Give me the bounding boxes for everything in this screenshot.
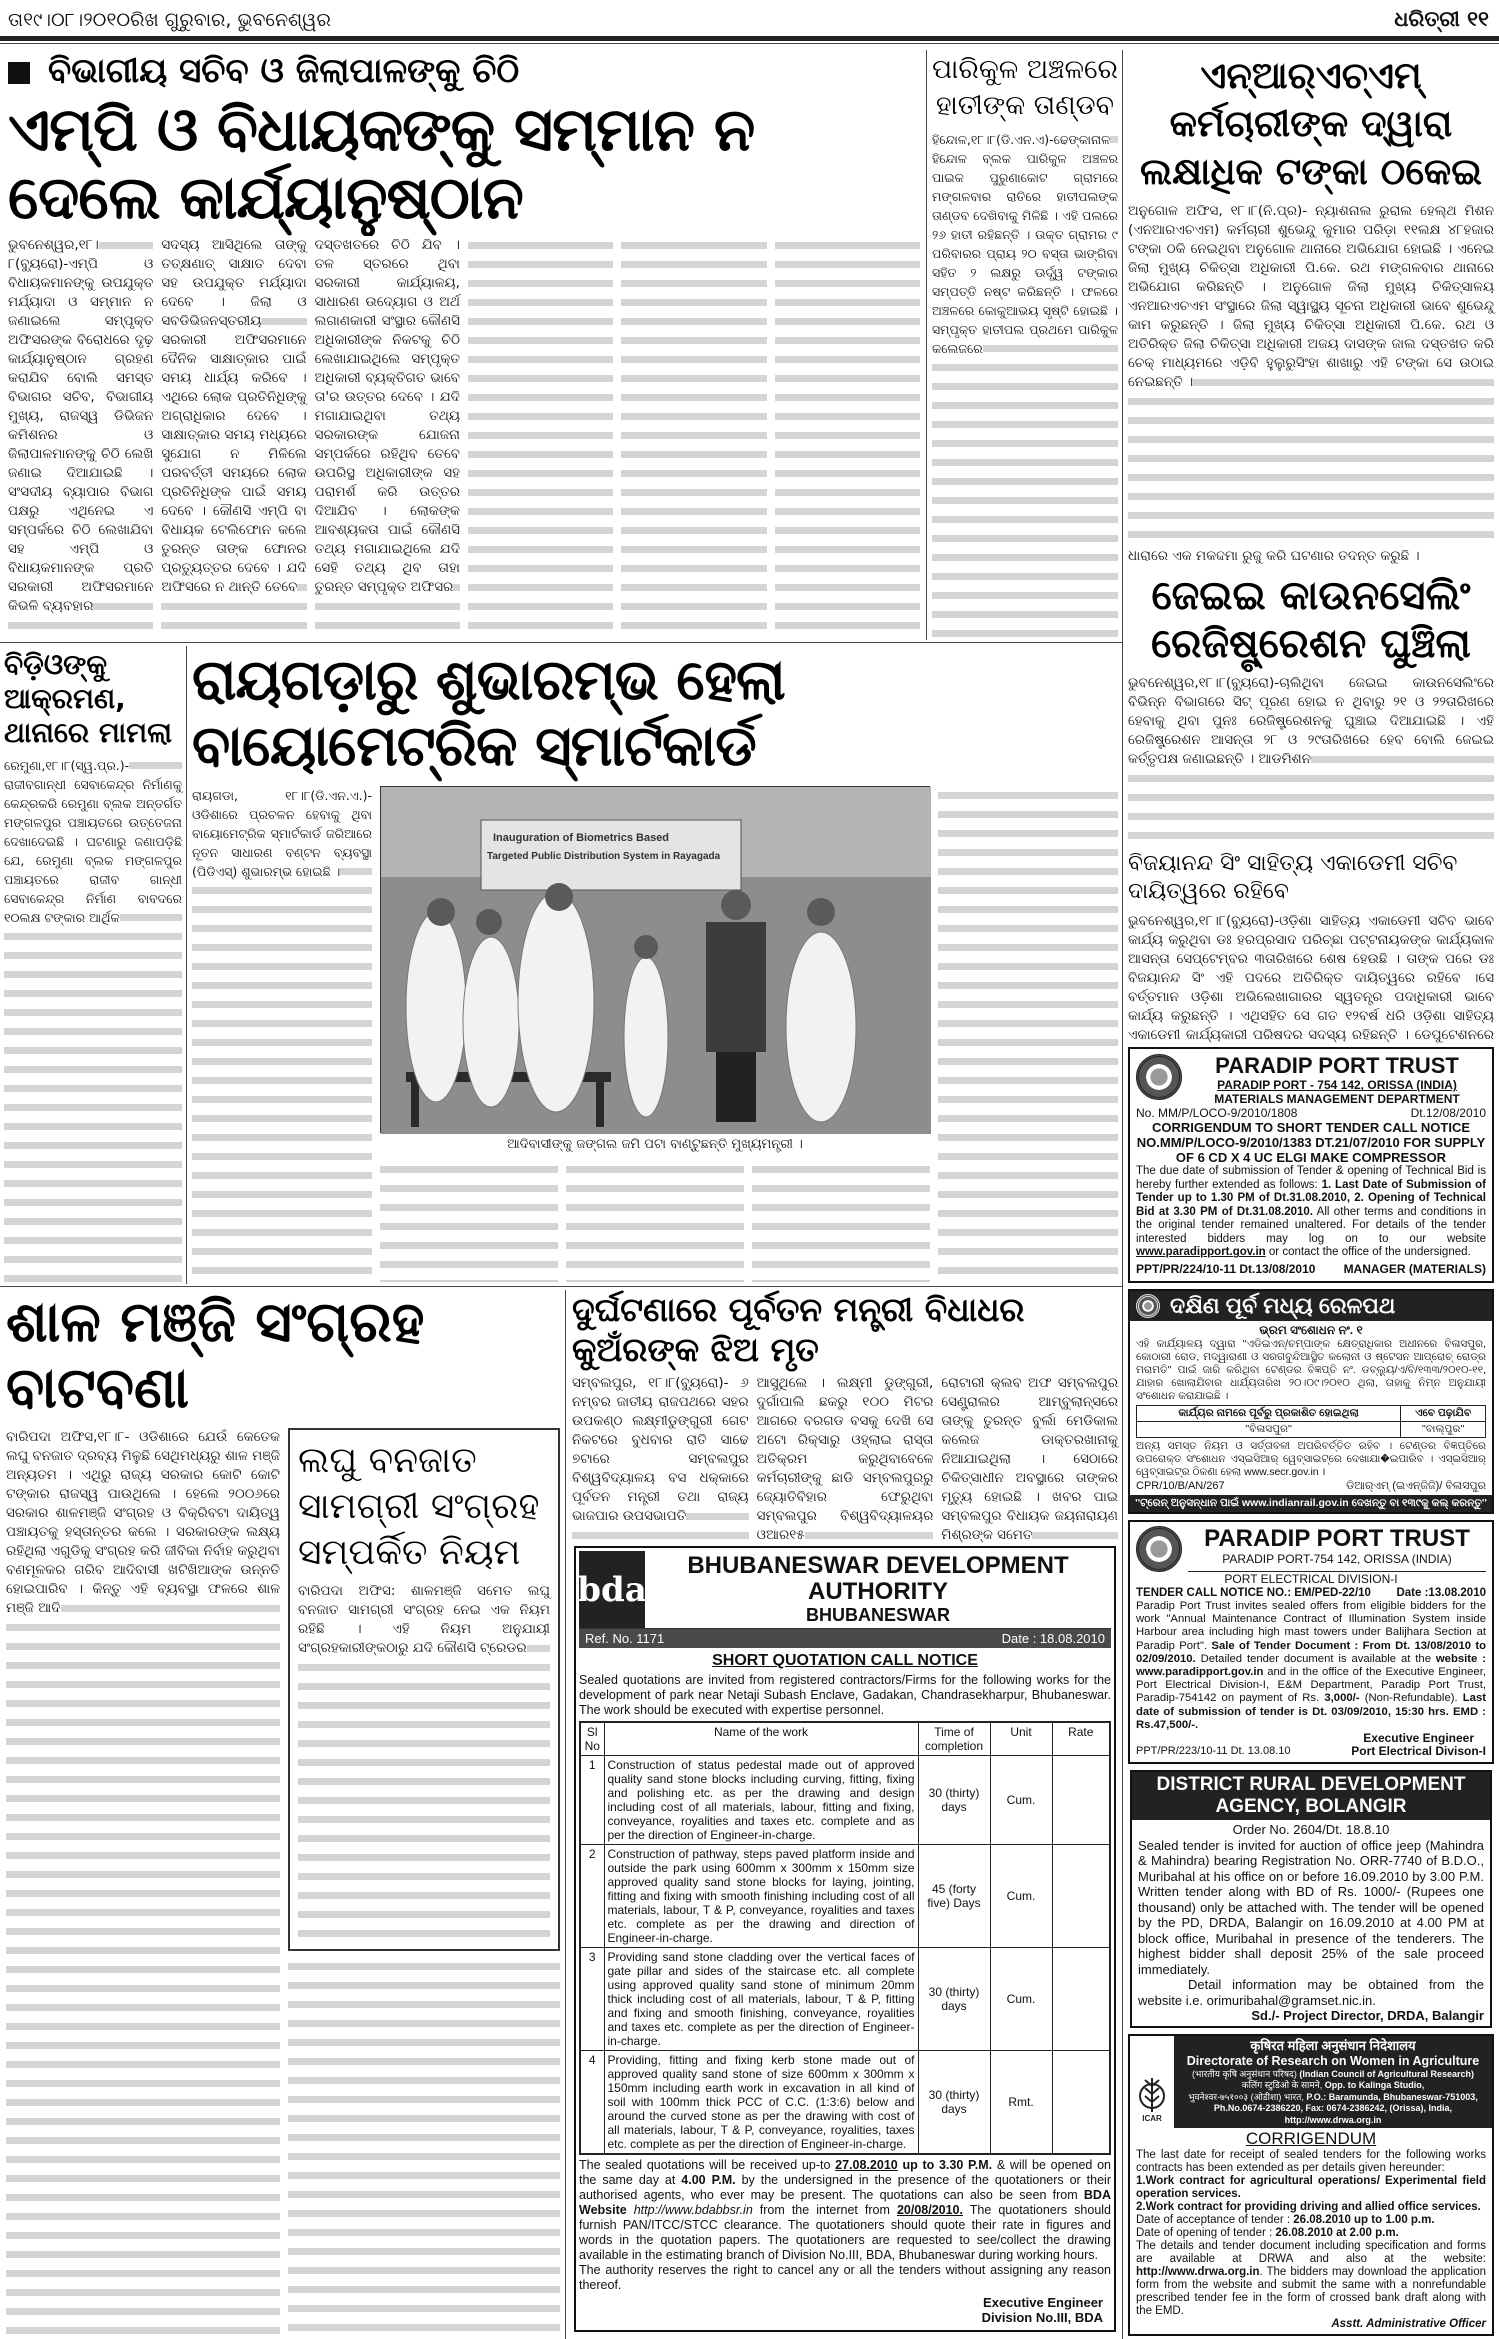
bda-header xyxy=(579,1551,1111,1629)
secr-website-link[interactable]: www.secr.gov.in । xyxy=(1244,1465,1326,1478)
kicker-text: ବିଭାଗୀୟ ସଚିବ ଓ ଜିଲାପାଳଙ୍କୁ ଚିଠି xyxy=(48,51,520,91)
rayagada-photo xyxy=(380,786,930,1133)
shal-right xyxy=(288,1428,560,2336)
accident-headline: ଦୁର୍ଘଟଣାରେ ପୂର୍ବତନ ମନ୍ତ୍ରୀ ବିଧାଧର କୁଅଁରଙ୍କ ଝିଅ ମୃତ xyxy=(572,1290,1025,1369)
drda-order: Order No. 2604/Dt. 18.8.10 xyxy=(1232,1822,1390,1837)
paradip-materials-ad xyxy=(1128,1047,1494,1283)
elephant-headline: ପାରିକୁଳ ଅଞ୍ଚଳରେ ହାତୀଙ୍କ ତାଣ୍ଡବ xyxy=(932,54,1118,121)
accident-story xyxy=(572,1290,1118,1542)
section-rule xyxy=(0,1286,1122,1287)
table-row xyxy=(580,1756,1110,1845)
ppt2-ref: PPT/PR/223/10-11 Dt. 13.08.10 xyxy=(1136,1745,1291,1757)
rayagada-story xyxy=(192,648,1118,1282)
rate-cell xyxy=(1052,1756,1110,1845)
rail-body: ଏହି କାର୍ଯ୍ୟାଳୟ ଦ୍ୱାରା ''ଏଡିଇଏନ୍/ଚମ୍ପାଙ୍କ କ୍ଷେତ୍ରାଧିକାର ଅଧୀନରେ ବିଳାସପୁର, କୋଠାରୀ ରୋଡ, ମଦ୍ୱାରାଣୀ ଓ ସରଗବୁନ୍ଦିଆସ୍ଥିତ କଲୋନୀ ଓ ଷ୍ଟେସନ ଆପ୍ରୋଚ୍ ରୋଡ୍‌ର ମରାମତି'' ପାଇଁ ଜାରି କରିଥିବା ଟେଣ୍ଡର ବିଜ୍ଞପ୍ତି ନଂ. ଡବ୍ଲ୍ୟୁ/ଏ/ବି/୧୩୩/୨୦୧୦-୧୧, ଯାହାର ଖୋଲାଯିବାର ଧାର୍ଯ୍ୟତାରିଖ ୨୦।୦୯।୨୦୧୦ ଥିଲା, ତାହାକୁ ନିମ୍ନ ଅନୁଯାୟୀ ସଂଶୋଧନ କରାଯାଇଛି । xyxy=(1136,1337,1486,1402)
rail-sign: ଡିଆର୍‌ଏମ୍ (ଇଏନ୍‌ଜିଜି)/ ବିଳାସପୁର xyxy=(1346,1479,1486,1492)
icar-contact: Ph.No.0674-2386220, Fax: 0674-2386242, (Orissa), India, http://www.drwa.org.in xyxy=(1213,2103,1453,2125)
icar-heading: CORRIGENDUM xyxy=(1245,2129,1377,2148)
table-row xyxy=(580,2051,1110,2155)
bda-notice-title: SHORT QUOTATION CALL NOTICE xyxy=(712,1652,978,1669)
ppt2-signature: Executive Engineer Port Electrical Divison-I xyxy=(1351,1731,1486,1758)
bda-works-table xyxy=(579,1721,1111,2155)
unit-cell: Rmt. xyxy=(990,2051,1052,2155)
right-column xyxy=(1128,52,1494,2336)
icar-item-1: 1.Work contract for agricultural operations/ Experimental field operation services. xyxy=(1136,2175,1486,2200)
jee-headline: ଜେଇଇ କାଉନସେଲିଂ ରେଜିଷ୍ଟ୍ରେଶନ ଘୁଞ୍ଚିଲା xyxy=(1151,573,1471,668)
rayagada-headline: ରାୟଗଡ଼ାରୁ ଶୁଭାରମ୍ଭ ହେଲା ବାୟୋମେଟ୍ରିକ ସ୍ମାର୍ଟକାର୍ଡ xyxy=(192,648,785,779)
bda-advertisement xyxy=(574,1546,1116,2332)
bda-signature: Executive Engineer Division No.III, BDA xyxy=(981,2295,1103,2325)
rail-title: ଦକ୍ଷିଣ ପୂର୍ବ ମଧ୍ୟ ରେଳପଥ xyxy=(1170,1292,1396,1318)
sl-cell: 3 xyxy=(580,1948,604,2051)
drda-body: Sealed tender is invited for auction of office jeep (Mahindra & Mahindra) bearing Registration No. ORR-7740 of B.D.O., Muribahal at his office on or before 16.09.2010 by 3.00 P.M. Written tender along with BD of Rs. 1000/- (Rupees one thousand) only be attached with. The tender will be opened by the PD, DRDA, Balangir on 16.09.2010 at 4.00 PM at block office, Muribahal in presence of the tenderers. The highest bidder shall deposit 25% of the sale proceed immediately. xyxy=(1138,1837,1484,1977)
time-cell: 45 (forty five) Days xyxy=(918,1845,990,1948)
icar-intro: The last date for receipt of sealed tenders for the following works contracts has been extended as per details given hereunder: xyxy=(1136,2149,1486,2174)
column-rule xyxy=(565,1290,566,2339)
elephant-story xyxy=(932,52,1118,638)
rail-after: ଅନ୍ୟ ସମସ୍ତ ନିୟମ ଓ ସର୍ତ୍ତାବଳୀ ଅପରିବର୍ତ୍ତିତ ରହିବ । ଟେଣ୍ଡର ବିଜ୍ଞପ୍ତିରେ ଉପରୋକ୍ତ ସଂଶୋଧନ ଏସ୍‌ଇସିଆର୍ ୱେବ୍‌ସାଇଟ୍‌ରେ ଦେଖାଯା�ଇପାରିବ । ଏସ୍‌ଇସିଆର୍ ୱେବ୍‌ସାଇଟ୍‌ର ଠିକଣା ହେଲା www.secr.gov.in । xyxy=(1136,1439,1486,1478)
sl-cell: 4 xyxy=(580,2051,604,2155)
rayagada-below-col-2 xyxy=(566,1160,744,1282)
ppt1-website-link[interactable]: www.paradipport.gov.in xyxy=(1136,1246,1266,1259)
drda-title: DISTRICT RURAL DEVELOPMENT AGENCY, BOLANGIR xyxy=(1132,1772,1490,1820)
col-work: Name of the work xyxy=(604,1722,918,1756)
sl-cell: 2 xyxy=(580,1845,604,1948)
rail-footer: ''ଟ୍ରେନ୍ ଅନୁସନ୍ଧାନ ପାଇଁ www.indianrail.gov.in ଦେଖନ୍ତୁ ବା ୧୩୯କୁ କଲ୍ କରନ୍ତୁ'' xyxy=(1130,1495,1492,1512)
time-cell: 30 (thirty) days xyxy=(918,1756,990,1845)
rail-new-value: ''ବାଲ୍‌ପୁର'' xyxy=(1401,1421,1486,1437)
lead-headline: ଏମ୍‌ପି ଓ ବିଧାୟକଙ୍କୁ ସମ୍ମାନ ନ ଦେଲେ କାର୍ଯ୍ୟାନୁଷ୍ଠାନ xyxy=(8,95,755,233)
academy-body: ଭୁବନେଶ୍ୱର,୧୮।୮(ବ୍ୟୁରୋ)-ଓଡ଼ିଶା ସାହିତ୍ୟ ଏକାଡେମୀ ସଚିବ ଭାବେ କାର୍ଯ୍ୟ କରୁଥିବା ଡଃ ହରପ୍ରସାଦ ପରିଚ୍ଛା ପଟ୍ଟନାୟକଙ୍କ କାର୍ଯ୍ୟକାଳ ଆସନ୍ତା ସେପ୍ଟେମ୍ବର ୩ତାରିଖରେ ଶେଷ ହେଉଛି । ତାଙ୍କ ପରେ ଡଃ ବିଜୟାନନ୍ଦ ସିଂ ଏହି ପଦରେ ଅତିରିକ୍ତ ଦାୟିତ୍ୱରେ ରହିବେ ।ସେ ବର୍ତ୍ତମାନ ଓଡ଼ିଶା ଅଭିଲେଖାଗାରର ସ୍ୱତନ୍ତ୍ର ପଦାଧିକାରୀ ଭାବେ କାର୍ଯ୍ୟ କରୁଛନ୍ତି । ଏଥିସହିତ ସେ ଗତ ୧୨ବର୍ଷ ଧରି ଓଡ଼ିଶା ସାହିତ୍ୟ ଏକାଡେମୀ କାର୍ଯ୍ୟକାରୀ ପରିଷଦର ସଦସ୍ୟ ରହିଛନ୍ତି । ଡେପୁଟେଶନରେ xyxy=(1128,912,1494,1042)
icar-city: भुवनेश्वर-७५१००३ (ओडीशा) भारत, P.O.: Baramunda, Bhubaneswar-751003, xyxy=(1188,2091,1478,2102)
lead-kicker xyxy=(8,50,920,92)
ppt1-date: Dt.12/08/2010 xyxy=(1410,1106,1486,1121)
academy-headline: ବିଜୟାନନ୍ଦ ସିଂ ସାହିତ୍ୟ ଏକାଡେମୀ ସଚିବ ଦାୟିତ୍ୱରେ ରହିବେ xyxy=(1128,850,1458,904)
icar-details: The details and tender document including specification and forms are available at DRWA and also at the website: http://www.drwa.org.in. The bidders may download the application form from the website and submit the same with a nonrefundable prescribed tender fee in the form of crossed bank draft along with the EMD. xyxy=(1136,2240,1486,2317)
lead-col-3: ଦସ୍ତଖତରେ ଚିଠି ଯିବ । ତଳ ସ୍ତରରେ ଥିବା ସରକାରୀ କାର୍ଯ୍ୟାଳୟ, ସାଧାରଣ ଉଦ୍ୟୋଗ ଓ ଅର୍ଥ ଲଗାଣକାରୀ ସଂସ୍ଥାର କୌଣସି ଅଧିକାରୀଙ୍କ ନିକଟକୁ ଚିଠି ଲେଖାଯାଇଥିଲେ ସମ୍ପୃକ୍ତ ଅଧିକାରୀ ବ୍ୟକ୍ତିଗତ ଭାବେ ତା'ର ଉତ୍ତର ଦେବେ । ଯଦି ମଗାଯାଇଥିବା ତଥ୍ୟ ସରକାରଙ୍କ ଯୋଜନା ସମ୍ପର୍କରେ ରହିଥିବ ତେବେ ଉପରିସ୍ଥ ଅଧିକାରୀଙ୍କ ସହ ପରାମର୍ଶ କରି ଉତ୍ତର ଦିଆଯିବ । ଲୋକଙ୍କ ଆବଶ୍ୟକତା ପାଇଁ କୌଣସି ତଥ୍ୟ ମଗାଯାଇଥିଲେ ଯଦି ସେହି ତଥ୍ୟ ଥିବ ତାହା ତୁରନ୍ତ ସମ୍ପୃକ୍ତ ଅଫିସର xyxy=(315,236,460,638)
drwa-website-link[interactable]: http://www.drwa.org.in xyxy=(1136,2266,1260,2278)
unit-cell: Cum. xyxy=(990,1756,1052,1845)
work-cell: Providing, fitting and fixing kerb stone made out of approved quality sand stone of size 600mm x 300mm x 150mm including earth work in excavation in all kind of soil with 100mm thick PCC of C.C. (1:3:6) below and around the curved stone as per the drawing with cost of all materials, labour, T & P, conveyance, royalities, taxes etc. complete as per the direction of Engineer-in-charge. xyxy=(604,2051,918,2155)
rules-box-body: ବାରିପଦା ଅଫିସ: ଶାଳମଞ୍ଜି ସମେତ ଲଘୁ ବନଜାତ ସାମଗ୍ରୀ ସଂଗ୍ରହ ନେଇ ଏକ ନିୟମ ରହିଛି । ଏହି ନିୟମ ଅନୁଯାୟୀ ସଂଗ୍ରହକାରୀଙ୍କଠାରୁ ଯଦି କୌଣସି ଟ୍ରେଡର xyxy=(298,1582,550,1941)
ppt1-sign: MANAGER (MATERIALS) xyxy=(1343,1261,1486,1276)
ppt1-ref: PPT/PR/224/10-11 Dt.13/08/2010 xyxy=(1136,1261,1316,1276)
icar-header xyxy=(1130,2036,1492,2129)
sl-cell: 1 xyxy=(580,1756,604,1845)
bda-footer: The sealed quotations will be received up-to 27.08.2010 up to 3.30 P.M. & will be opened on the same day at 4.00 P.M. by the undersigned in the presence of the quotationers or their authorised agents, who ever may be present. The quotations can also be seen from BDA Website http://www.bdabbsr.in from the internet from 20/08/2010. The quotationers should furnish PAN/ITCC/STCC clearance. The quotationers should quote their rate in figures and words in the quotation papers. The quotationers are requested to see/collect the drawing available in the estimating branch of Division No.III, BDA, Bhubaneswar during working hours. xyxy=(579,2158,1112,2262)
nrhm-headline: ଏନ୍‌ଆର୍‌ଏଚ୍‌ଏମ୍ କର୍ମଚାରୀଙ୍କ ଦ୍ୱାରା ଲକ୍ଷାଧିକ ଟଙ୍କା ଠକେଇ xyxy=(1139,54,1483,193)
ppt2-division: PORT ELECTRICAL DIVISION-I xyxy=(1224,1571,1398,1586)
nrhm-body: ଅନୁଗୋଳ ଅଫିସ, ୧୮।୮(ନି.ପ୍ର)- ନ୍ୟାଶନାଲ ରୁରାଲ ହେଲ୍‌ଥ ମିଶନ (ଏନଆରଏଚଏମ) କର୍ମଚାରୀ ଶୁଭେନ୍ଦୁ କୁମାର ପରିଡ଼ା ୧୧ଲକ୍ଷ ୪୮ହଜାର ଟଙ୍କା ଠକି ନେଇଥିବା ଅନୁଗୋଳ ଥାନାରେ ଅଭିଯୋଗ ହୋଇଛି । ଏନେଇ ଜିଲା ମୁଖ୍ୟ ଚିକିତ୍ସା ଅଧିକାରୀ ପି.କେ. ରଥ ମଙ୍ଗଳବାର ଥାନାରେ ଅଭିଯୋଗ କରିଛନ୍ତି । ଅନୁଗୋଳ ଜିଲା ମୁଖ୍ୟ ଚିକିତ୍ସାଳୟ ଏନଆରଏଚଏମ ସଂସ୍ଥାରେ ଜିଲା ସ୍ୱାସ୍ଥ୍ୟ ସୂଚନା ଅଧିକାରୀ ଭାବେ ଶୁଭେନ୍ଦୁ କାମ କରୁଛନ୍ତି । ଜିଲା ମୁଖ୍ୟ ଚିକିତ୍ସା ଅଧିକାରୀ ପି.କେ. ରଥ ଓ ଅତିରିକ୍ତ ଜିଲା ଚିକିତ୍ସା ଅଧିକାରୀ ଅଜୟ ଦାସଙ୍କ ଜାଲ ଦସ୍ତଖତ କରି ଚେକ୍ ମାଧ୍ୟମରେ ଏଡ଼ିବି ହୁଲୁରୁସିଂହା ଶାଖାରୁ ଏହି ଟଙ୍କା ସେ ଉଠାଇ ନେଇଛନ୍ତି । xyxy=(1128,202,1494,541)
lead-col-2: ସଦସ୍ୟ ଆସିଥିଲେ ତାଙ୍କୁ ତତ୍‌କ୍ଷଣାତ୍ ସାକ୍ଷାତ ଦେବା ସହ ଉପଯୁକ୍ତ ମର୍ଯ୍ୟାଦା ଦେବେ । ଜିଲା ଓ ସବଡିଭିଜନସ୍ତରୀୟ ସରକାରୀ ଅଫିସରମାନେ ଦୈନିକ ସାକ୍ଷାତ୍‌କାର ପାଇଁ ସମୟ ଧାର୍ଯ୍ୟ କରିବେ । ଏଥିରେ ଲୋକ ପ୍ରତିନିଧିଙ୍କୁ ଅଗ୍ରାଧିକାର ଦେବେ । ସାକ୍ଷାତ୍‌କାର ସମୟ ମଧ୍ୟରେ ସୁଯୋଗ ନ ମିଳିଲେ ପରବର୍ତ୍ତୀ ସମୟରେ ଲୋକ ପ୍ରତିନିଧିଙ୍କ ପାଇଁ ସମୟ ଦେବେ । କୌଣସି ଏମ୍‌ପି ବା ବିଧାୟକ ଟେଲିଫୋନ କଲେ ତୁରନ୍ତ ତାଙ୍କ ଫୋନର ପ୍ରତ୍ୟୁତ୍ତର ଦେବେ । ଯଦି ଅଫିସରେ ନ ଥାନ୍ତି ତେବେ xyxy=(161,236,306,638)
rules-box xyxy=(288,1428,560,1951)
lead-col-6 xyxy=(775,236,920,638)
rate-cell xyxy=(1052,1948,1110,2051)
photo-illustration xyxy=(381,787,931,1134)
rail-col-old: କାର୍ଯ୍ୟର ନାମରେ ପୂର୍ବରୁ ପ୍ରକାଶିତ ହୋଇଥିଲା xyxy=(1137,1405,1401,1421)
photo-banner-line-2: Targeted Public Distribution System in Rayagada xyxy=(487,851,721,862)
shal-headline: ଶାଳ ମଞ୍ଜି ସଂଗ୍ରହ ବାଟବଣା xyxy=(6,1290,425,1421)
icar-location: कलिंग स्टुडिओ के सामने, Opp. to Kalinga Studio, xyxy=(1241,2080,1425,2090)
unit-cell: Cum. xyxy=(990,1845,1052,1948)
rayagada-below-cols xyxy=(380,1160,930,1282)
work-cell: Providing sand stone cladding over the vertical faces of gate pillar and sides of the staircase etc. all complete using approved quality sand stone of minimum 20mm thick including cost of all materials, labour, T & P, fitting and fixing and smooth finishing, conveyance, royalities and taxes etc. complete as per the direction of Engineer-in-charge. xyxy=(604,1948,918,2051)
bda-logo: bda xyxy=(579,1551,645,1628)
rayagada-body: ରାୟଗଡା, ୧୮।୮(ଡି.ଏନ.ଏ.)-ଓଡିଶାରେ ପ୍ରଚଳନ ହେବାକୁ ଥିବା ବାୟୋମେଟ୍ରିକ ସ୍ମାର୍ଟକାର୍ଡ ଜରିଆରେ ନୂତନ ସାଧାରଣ ବଣ୍ଟନ ବ୍ୟବସ୍ଥା (ପିଡିଏସ୍) ଶୁଭାରମ୍ଭ ହୋଇଛି । xyxy=(192,786,372,1282)
paradip-electrical-ad xyxy=(1128,1520,1494,1764)
icar-item-2: 2.Work contract for providing driving and allied office services. xyxy=(1136,2201,1481,2213)
drda-bolangir-ad xyxy=(1130,1770,1492,2028)
accident-col-1: ସମ୍ବଲପୁର, ୧୮।୮(ବ୍ୟୁରୋ)- ୬ ନମ୍ବର ଜାତୀୟ ରାଜପଥରେ ସହର ଉପକଣ୍ଠ ଲକ୍ଷ୍ମୀଡୁଙ୍ଗୁରୀ ଗେଟ ନିକଟରେ ବୁଧବାର ରାତି ସାଢେ ୭ଟାରେ ସମ୍ବଲପୁର ବିଶ୍ୱବିଦ୍ୟାଳୟ ବସ ଧକ୍କାରେ ପୂର୍ବତନ ମନ୍ତ୍ରୀ ତଥା ରାଜ୍ୟ ଭାଜପାର ଉପସଭାପତି xyxy=(572,1374,749,1542)
lead-col-5 xyxy=(621,236,766,638)
bullet-square-icon xyxy=(8,62,30,84)
rate-cell xyxy=(1052,1845,1110,1948)
rail-old-value: ''ବିଳାସପୁର'' xyxy=(1137,1421,1401,1437)
rayagada-below-col-3 xyxy=(752,1160,930,1282)
icar-parent: (भारतीय कृषि अनुसंधान परिषद) (Indian Council of Agricultural Research) xyxy=(1191,2068,1475,2079)
ppt2-title: PARADIP PORT TRUST xyxy=(1204,1524,1470,1552)
page-date: ତା୧୯।୦୮।୨୦୧୦ରିଖ ଗୁରୁବାର, ଭୁବନେଶ୍ୱର xyxy=(8,9,331,31)
column-rule xyxy=(1122,50,1123,2339)
drda-signature: Sd./- Project Director, DRDA, Balangir xyxy=(1251,2008,1484,2023)
bda-title: BHUBANESWAR DEVELOPMENT AUTHORITY xyxy=(687,1552,1069,1605)
lead-col-1: ଭୁବନେଶ୍ୱର,୧୮।୮(ବ୍ୟୁରୋ)-ଏମ୍‌ପି ଓ ବିଧାୟକମାନଙ୍କୁ ଉପଯୁକ୍ତ ମର୍ଯ୍ୟାଦା ଓ ସମ୍ମାନ ନ ଜଣାଇଲେ ସମ୍ପୃକ୍ତ ଅଫିସରଙ୍କ ବିରୋଧରେ ଦୃଢ଼ କାର୍ଯ୍ୟାନୁଷ୍ଠାନ ଗ୍ରହଣ କରାଯିବ ବୋଲି ସମସ୍ତ ବିଭାଗର ସଚିବ, ବିଭାଗୀୟ ମୁଖ୍ୟ, ରାଜସ୍ୱ ଡିଭିଜନ କମିଶନର ଓ ଜିଲାପାଳମାନଙ୍କୁ ଚିଠି ଲେଖି ଜଣାଇ ଦିଆଯାଇଛି । ସଂସଦୀୟ ବ୍ୟାପାର ବିଭାଗ ପକ୍ଷରୁ ଏଥିନେଇ ଏ ସମ୍ପର୍କରେ ଚିଠି ଲେଖାଯିବା ସହ ଏମ୍‌ପି ଓ ବିଧାୟକମାନଙ୍କ ପ୍ରତି ସରକାରୀ ଅଫିସରମାନେ କିଭଳି ବ୍ୟବହାର xyxy=(8,236,153,638)
jee-body: ଭୁବନେଶ୍ୱର,୧୮।୮(ବ୍ୟୁରୋ)-ଚାଲିଥିବା ଜେଇଇ କାଉନସେଲିଂରେ ବିଭିନ୍ନ ବିଭାଗରେ ସିଟ୍ ପୂରଣ ହୋଇ ନ ଥିବାରୁ ୨୧ ଓ ୨୨ତାରିଖରେ ହେବାକୁ ଥିବା ପୁନଃ ରେଜିଷ୍ଟ୍ରେଶନକୁ ଘୁଞ୍ଚାଇ ଦିଆଯାଇଛି । ଏହି ରେଜିଷ୍ଟ୍ରେଶନ ଆସନ୍ତା ୨୮ ଓ ୨୯ତାରିଖରେ ହେବ ବୋଲି ଜେଇଇ କର୍ତ୍ତୃପକ୍ଷ ଜଣାଇଛନ୍ତି । ଆଡମିଶନ xyxy=(1128,674,1494,844)
bda-reserve: The authority reserves the right to cancel any or all the tenders without assigning any reason thereof. xyxy=(579,2263,1111,2292)
photo-banner-line-1: Inauguration of Biometrics Based xyxy=(493,832,670,844)
rate-cell xyxy=(1052,2051,1110,2155)
lead-columns xyxy=(8,236,920,638)
bdo-headline: ବିଡ଼ିଓଙ୍କୁ ଆକ୍ରମଣ, ଥାନାରେ ମାମଲା xyxy=(4,648,172,749)
page-number: ଧରିତ୍ରୀ ୧୧ xyxy=(1394,7,1489,31)
work-cell: Construction of pathway, steps paved platform inside and outside the park using 600mm x 300mm x 150mm size approved quality sand stone blocks for laying, jointing, fitting and fixing with smooth finishing including cost of all materials, labour, T & P, conveyance, royalities and taxes etc. complete as per the drawing and direction of Engineer-in-charge. xyxy=(604,1845,918,1948)
photo-caption: ଆଦିବାସୀଙ୍କୁ ଜଙ୍ଗଲ ଜମି ପଟା ବାଣ୍ଟୁଛନ୍ତି ମୁଖ୍ୟମନ୍ତ୍ରୀ । xyxy=(507,1137,803,1152)
accident-col-2: ଆସୁଥିଲେ । ଲକ୍ଷ୍ମୀ ଡୁଙ୍ଗୁରୀ, ଦୁର୍ଗାପାଲି ଛକରୁ ୧୦୦ ମିଟର ଆଗରେ ବରଗଡ ବସକୁ ଦେଖି ସେ ଅଟୋ ରିକ୍ସାରୁ ଓହ୍ଲାଇ ରାସ୍ତା ଅତିକ୍ରମ କରୁଥିବାବେଳେ କର୍ମଚାରୀଙ୍କୁ ଛାଡି ସମ୍ବଲପୁରରୁ ଜ୍ୟୋତିବିହାର ଫେରୁଥିବା ସମ୍ବଲପୁର ବିଶ୍ୱବିଦ୍ୟାଳୟର ଓଆର୧୫ xyxy=(756,1375,934,1543)
col-unit: Unit xyxy=(990,1722,1052,1756)
table-row xyxy=(580,1845,1110,1948)
rail-correction-table xyxy=(1136,1405,1486,1438)
bda-ref: Ref. No. 1171 xyxy=(585,1631,665,1646)
ppt2-body: Paradip Port Trust invites sealed offers from eligible bidders for the work "Annual Maintenance Contract of Illumination System inside Harbour area including high mast towers under Balijhara Section at Paradip Port". Sale of Tender Document : From Dt. 13/08/2010 to 02/09/2010. Detailed tender document is available at the website : www.paradipport.gov.in and in the office of the Executive Engineer, Port Electrical Division-I, E&M Department, Paradip Port Trust, Paradip-754142 on payment of Rs. 3,000/- (Non-Refundable). Last date of submission of tender is Dt. 03/09/2010, 15:30 hrs. EMD : Rs.47,500/-. xyxy=(1136,1599,1486,1731)
lead-story xyxy=(8,50,920,638)
shal-continued xyxy=(288,1957,560,2336)
column-rule xyxy=(926,50,927,640)
ppt1-dept: MATERIALS MANAGEMENT DEPARTMENT xyxy=(1214,1092,1460,1107)
time-cell: 30 (thirty) days xyxy=(918,1948,990,2051)
unit-cell: Cum. xyxy=(990,1948,1052,2051)
rail-col-new: ଏବେ ପଢ଼ାଯିବ xyxy=(1401,1405,1486,1421)
ppt2-notice-no: TENDER CALL NOTICE NO.: EM/PED-22/10 xyxy=(1136,1586,1371,1599)
icar-hindi-title: कृषिरत महिला अनुसंधान निदेशालय xyxy=(1250,2037,1416,2053)
paradip-port-seal-icon xyxy=(1136,1054,1182,1100)
elephant-body: ହିନ୍ଦୋଳ,୧୮।୮(ଡି.ଏନ.ଏ)-ଢେଙ୍କାନାଳ ହିନ୍ଦୋଳ ବ୍ଲକ ପାରିକୁଳ ଅଞ୍ଚଳର ପାଇକ ପୁରୁଣାକୋଟ ଗ୍ରାମରେ ମଙ୍ଗଳବାର ରାତିରେ ହାତୀପଲଙ୍କ ତାଣ୍ଡବ ଦେଖିବାକୁ ମିଳିଛି । ଏହି ପଲରେ ୨୬ ହାତୀ ରହିଛନ୍ତି । ଉକ୍ତ ଗ୍ରାମର ୯ ପରିବାରର ପ୍ରାୟ ୨୦ ବସ୍ତା ଭାଙ୍ଗିବା ସହିତ ୨ ଲକ୍ଷରୁ ଊର୍ଦ୍ଧ୍ୱ ଟଙ୍କାର ସମ୍ପତ୍ତି ନଷ୍ଟ କରିଛନ୍ତି । ଫଳରେ ଅଞ୍ଚଳରେ କୋକୁଆଭୟ ସୃଷ୍ଟି ହୋଇଛି । ସମ୍ପୃକ୍ତ ହାତୀପଲ ପ୍ରଥମେ ପାରିକୁଳ କଲେଜରେ xyxy=(932,130,1118,638)
paradip-port-seal-icon xyxy=(1136,1526,1182,1572)
masthead-rule xyxy=(0,36,1499,41)
shal-story xyxy=(6,1290,560,2336)
ppt2-date: Date :13.08.2010 xyxy=(1396,1586,1486,1599)
col-rate: Rate xyxy=(1052,1722,1110,1756)
icar-logo: ICAR xyxy=(1130,2036,1174,2129)
work-cell: Construction of status pedestal made out of approved quality sand stone blocks including curving, fitting, fixing and polishing etc. as per the drawing and design including cost of all materials, labour, fitting and fixing, conveyance, royalities and taxes etc. complete and as per the direction of Engineer-in-charge. xyxy=(604,1756,918,1845)
icar-open: Date of opening of tender : 26.08.2010 at 2.00 p.m. xyxy=(1136,2227,1399,2239)
icar-title: Directorate of Research on Women in Agriculture xyxy=(1186,2053,1480,2068)
accident-col-3: ରୋଟାରୀ କ୍ଲବ ଅଫ ସମ୍ବଲପୁର ସେଣ୍ଟ୍ରାଲର ଆମ୍ବୁଲାନ୍ସରେ ତାଙ୍କୁ ତୁରନ୍ତ ବୁର୍ଲା ମେଡିକାଲ କଲେଜ ଡାକ୍ତରଖାନାକୁ ନିଆଯାଇଥିଲା । ସେଠାରେ ଚିକିତ୍ସାଧୀନ ଅବସ୍ଥାରେ ତାଙ୍କର ମୃତ୍ୟୁ ହୋଇଛି । ଖବର ପାଇ ସମ୍ବଲପୁର ବିଧାୟକ ଜୟନାରାୟଣ ମିଶ୍ରଙ୍କ ସମେତ xyxy=(941,1375,1119,1543)
icar-accept: Date of acceptance of tender : 26.08.2010 up to 1.00 p.m. xyxy=(1136,2214,1435,2226)
col-sl: Sl No xyxy=(580,1722,604,1756)
bda-date: Date : 18.08.2010 xyxy=(1001,1631,1105,1646)
time-cell: 30 (thirty) days xyxy=(918,2051,990,2155)
rules-box-headline: ଲଘୁ ବନଜାତ ସାମଗ୍ରୀ ସଂଗ୍ରହ ସମ୍ପର୍କିତ ନିୟମ xyxy=(298,1440,540,1573)
drda-detail: Detail information may be obtained from the website i.e. orimuribahal@gramset.nic.in. xyxy=(1138,1977,1484,2008)
column-rule xyxy=(186,646,187,1284)
ppt1-no: No. MM/P/LOCO-9/2010/1808 xyxy=(1136,1106,1298,1121)
rayagada-right-col xyxy=(938,786,1118,1282)
accident-columns xyxy=(572,1374,1118,1542)
bdo-story xyxy=(4,648,182,1282)
secr-railway-ad xyxy=(1128,1289,1494,1514)
ppt1-body: The due date of submission of Tender & opening of Technical Bid is hereby further extended as follows: 1. Last Date of Submission of Tender up to 1.30 PM of Dt.31.08.2010, 2. Opening of Technical Bid at 3.30 PM of Dt.31.08.2010. All other terms and conditions in the original tender remained unaltered. For details of the tender interested bidders may log on to our website www.paradipport.gov.in or contact the office of the undersigned. xyxy=(1136,1165,1487,1259)
icar-signature: Asstt. Administrative Officer xyxy=(1331,2318,1486,2330)
bdo-body: ରେମୁଣା,୧୮।୮(ସ୍ୱ.ପ୍ର.)-ରାଜୀବଗାନ୍ଧୀ ସେବାକେନ୍ଦ୍ର ନିର୍ମାଣକୁ କେନ୍ଦ୍ରକରି ରେମୁଣା ବ୍ଲକ ଅନ୍ତର୍ଗତ ମଙ୍ଗଳପୁର ପଞ୍ଚାୟତରେ ଉତ୍ତେଜନା ଦେଖାଦେଇଛି । ଘଟଣାରୁ ଜଣାପଡ଼ିଛି ଯେ, ରେମୁଣା ବ୍ଲକ ମଙ୍ଗଳପୁର ପଞ୍ଚାୟତରେ ରାଜୀବ ଗାନ୍ଧୀ ସେବାକେନ୍ଦ୍ର ନିର୍ମାଣ ବାବଦରେ ୧୦ଲକ୍ଷ ଟଙ୍କାର ଆର୍ଥିକ xyxy=(4,756,182,1282)
bda-intro: Sealed quotations are invited from registered contractors/Firms for the following works for the development of park near Netaji Subash Enclave, Gadakan, Chandrasekharpur, Bhubaneswar. The work should be executed with expertise personnel. xyxy=(579,1673,1111,1717)
ppt2-website-link[interactable]: website : www.paradipport.gov.in xyxy=(1136,1652,1486,1678)
rayagada-below-col-1 xyxy=(380,1160,558,1282)
shal-body: ବାରିପଦା ଅଫିସ,୧୮।୮- ଓଡିଶାରେ ଯେଉଁ କେତେକ ଲଘୁ ବନଜାତ ଦ୍ରବ୍ୟ ମିଳୁଛି ସେଥିମଧ୍ୟରୁ ଶାଳ ମଞ୍ଜି ଅନ୍ୟତମ । ଏଥିରୁ ରାଜ୍ୟ ସରକାର କୋଟି କୋଟି ଟଙ୍କାର ରାଜସ୍ୱ ପାଉଥିଲେ । ହେଲେ ୨୦୦୬ରେ ସରକାର ଶାଳମଞ୍ଜି ସଂଗ୍ରହ ଓ ବିକ୍ରିବଟା ଦାୟିତ୍ୱ ପଞ୍ଚାୟତକୁ ହସ୍ତାନ୍ତର କଲେ । ସରକାରଙ୍କ ଲକ୍ଷ୍ୟ ରହିଥିଲା ଏଗୁଡିକୁ ସଂଗ୍ରହ କରି ଜୀବିକା ନିର୍ବାହ କରୁଥିବା ବଣମୂଳକର ଗରିବ ଆଦିବାସୀ ଖଟିଖିଆଙ୍କ ଉନ୍ନତି ହୋଇପାରିବ । କିନ୍ତୁ ଏହି ବ୍ୟବସ୍ଥା ଫଳରେ ଶାଳ ମଞ୍ଜି ଆଦି xyxy=(6,1428,280,2336)
rail-ref: CPR/10/B/AN/267 xyxy=(1136,1479,1225,1492)
lead-col-4 xyxy=(468,236,613,638)
ppt1-heading: CORRIGENDUM TO SHORT TENDER CALL NOTICE NO.MM/P/LOCO-9/2010/1383 DT.21/07/2010 FOR SUPPLY OF 6 CD X 4 UC ELGI MAKE COMPRESSOR xyxy=(1136,1120,1486,1166)
ppt2-address: PARADIP PORT-754 142, ORISSA (INDIA) xyxy=(1222,1551,1452,1566)
section-rule xyxy=(0,642,1122,643)
wheat-emblem-icon xyxy=(1137,2074,1167,2114)
railway-logo-icon xyxy=(1136,1294,1160,1318)
rail-header xyxy=(1130,1291,1492,1321)
nrhm-end: ଧାରାରେ ଏକ ମକଦ୍ଦମା ରୁଜୁ କରି ଘଟଣାର ତଦନ୍ତ କରୁଛି । xyxy=(1128,548,1420,565)
rayagada-area xyxy=(192,786,1118,1282)
bda-ref-bar xyxy=(579,1629,1111,1648)
shal-columns xyxy=(6,1428,560,2336)
ppt1-title: PARADIP PORT TRUST xyxy=(1215,1053,1459,1079)
bda-subtitle: BHUBANESWAR xyxy=(806,1605,950,1625)
bda-website-link[interactable]: http://www.bdabbsr.in xyxy=(633,2203,753,2217)
drwa-icar-ad xyxy=(1128,2034,1494,2337)
masthead-thin-rule xyxy=(0,43,1499,44)
col-time: Time of completion xyxy=(918,1722,990,1756)
rail-subtitle: ଭ୍ରମ ସଂଶୋଧନ ନଂ. ୧ xyxy=(1259,1322,1363,1337)
table-row xyxy=(580,1948,1110,2051)
ppt1-address: PARADIP PORT - 754 142, ORISSA (INDIA) xyxy=(1217,1078,1457,1093)
